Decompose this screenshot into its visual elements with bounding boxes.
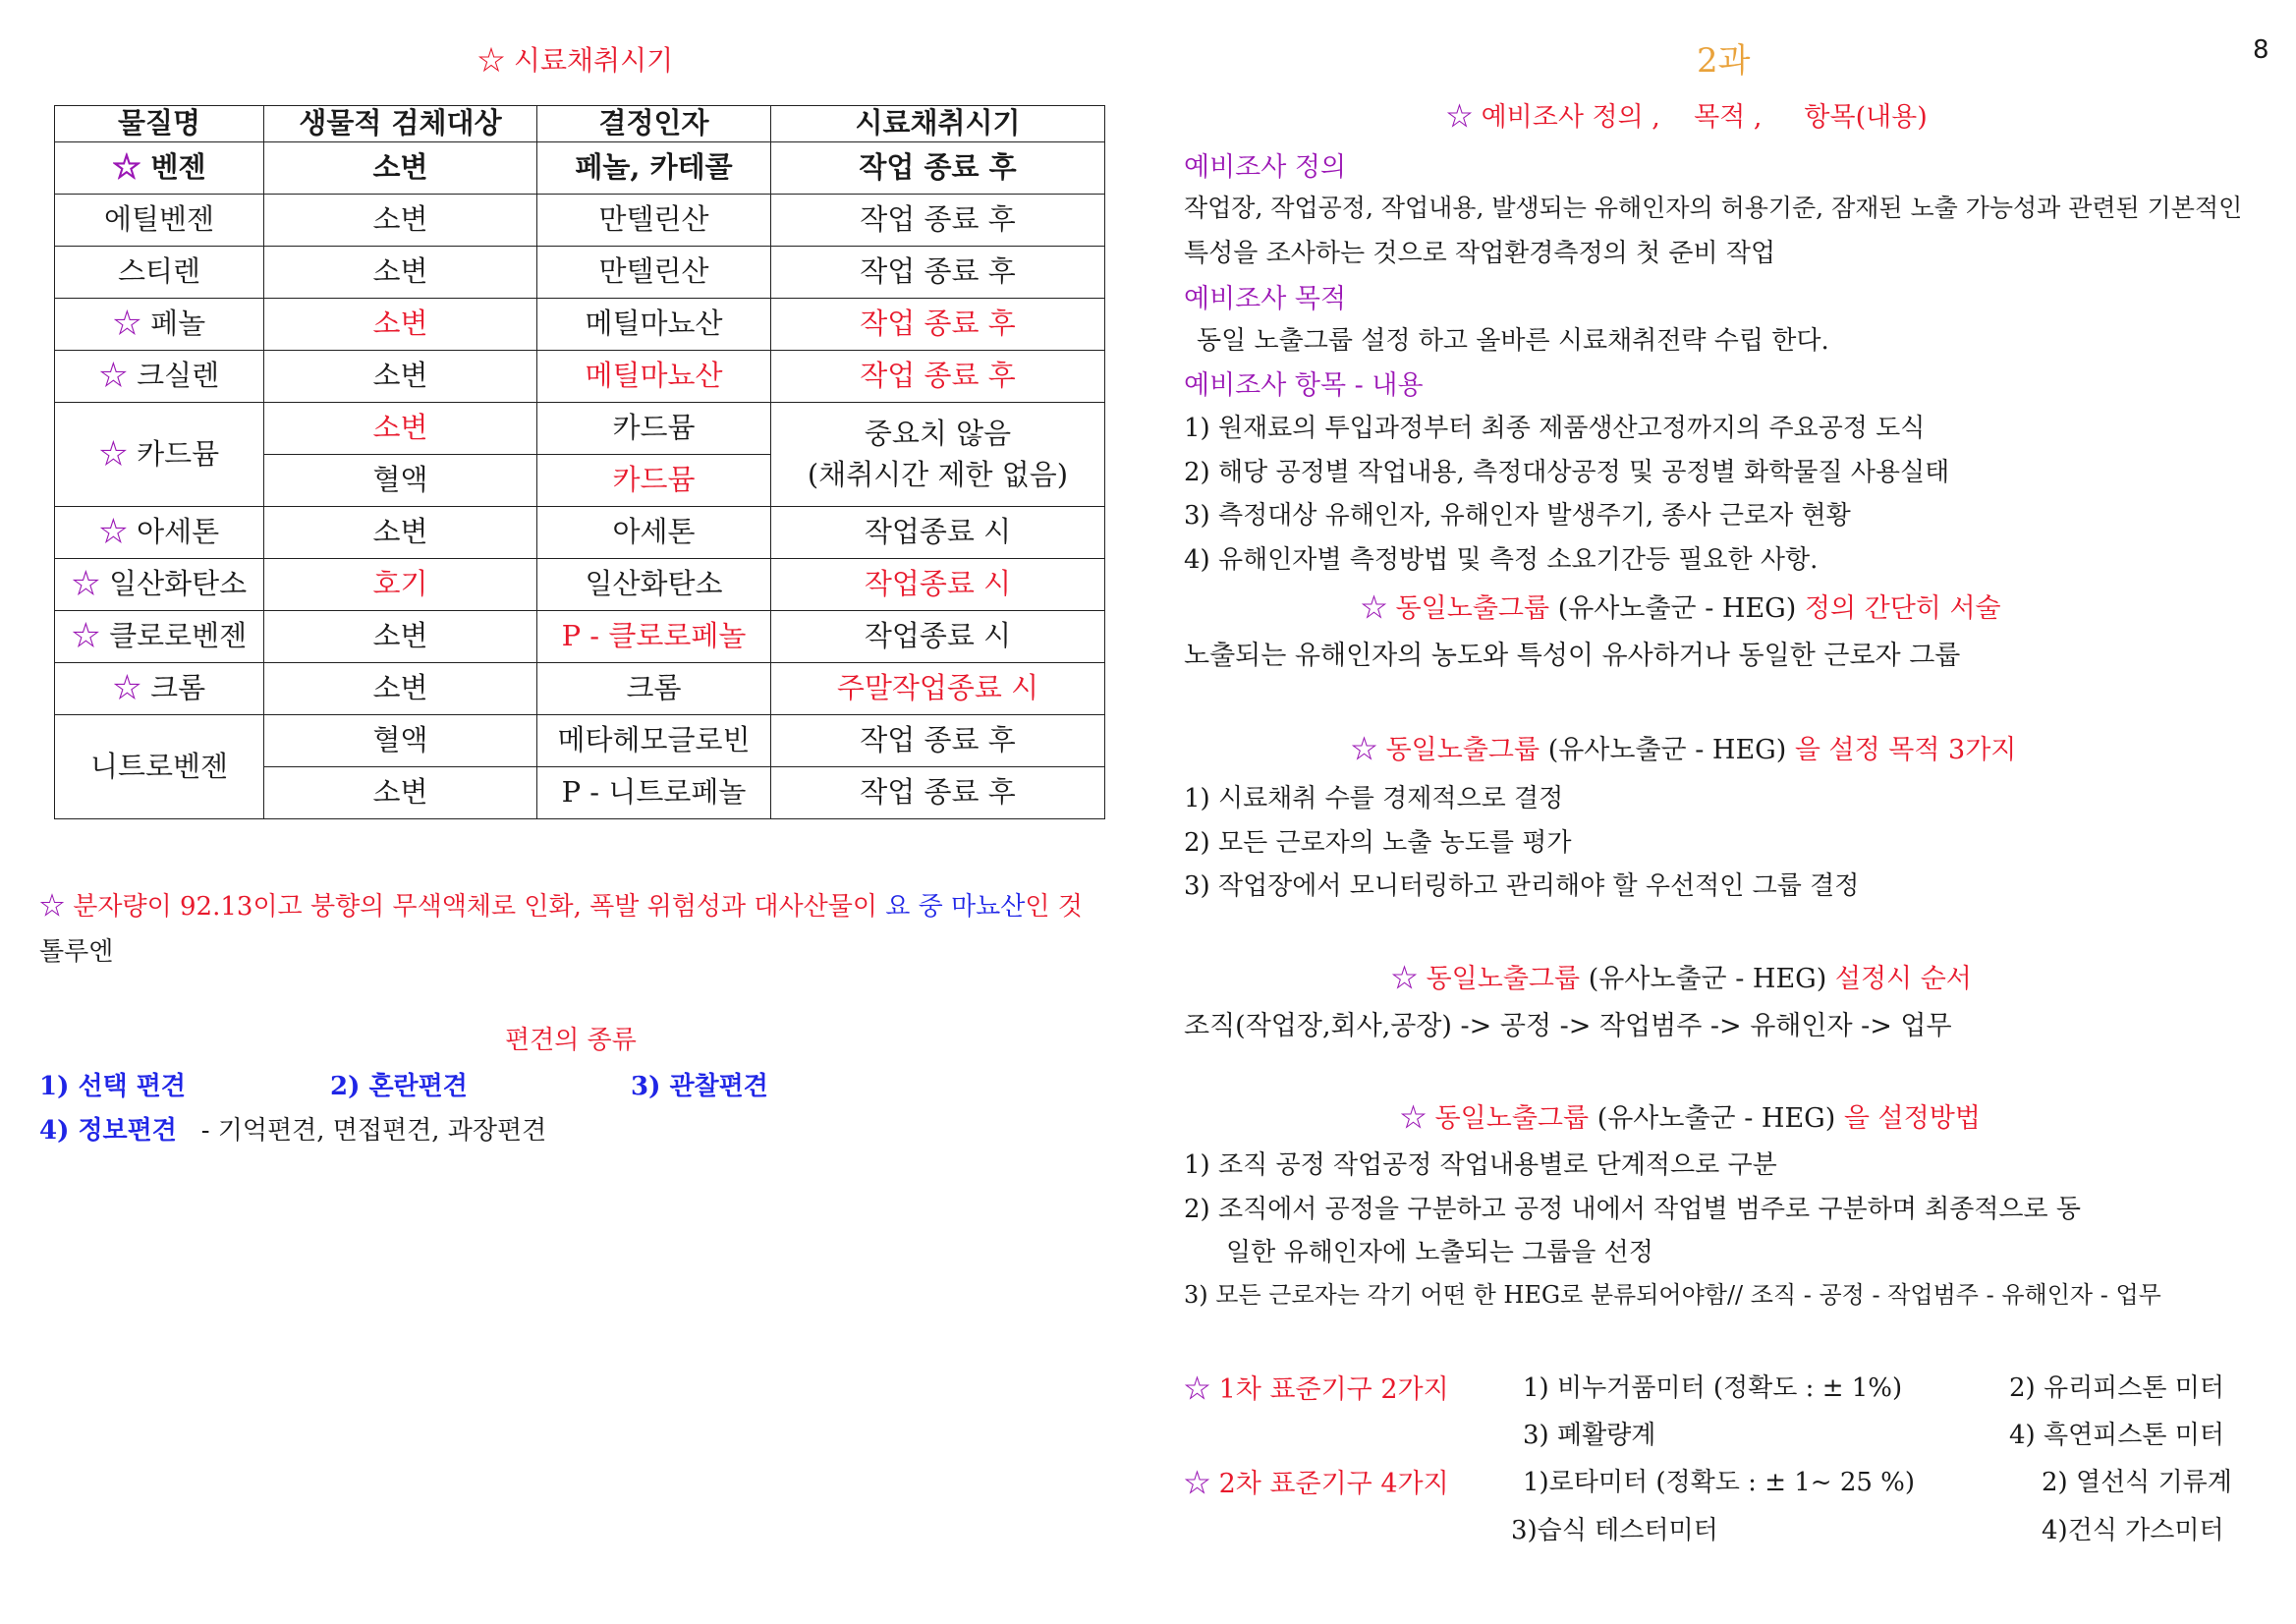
primary-standard-item: 2) 유리피스톤 미터: [2009, 1373, 2225, 1403]
secondary-standard-item: 3)습식 테스터미터: [1511, 1516, 1718, 1545]
sample-cell: 소변: [264, 247, 537, 299]
table-row: ☆ 벤젠 소변 페놀, 카테콜 작업 종료 후: [55, 142, 1105, 195]
bias-title: 편견의 종류: [505, 1026, 637, 1055]
primary-standard-item: 4) 흑연피스톤 미터: [2009, 1421, 2225, 1450]
col-header-sample: 생물적 검체대상: [264, 106, 537, 142]
secondary-standard-item: 1)로타미터 (정확도 : ± 1~ 25 %): [1523, 1468, 1916, 1497]
col-header-substance: 물질명: [55, 106, 264, 142]
bias-item-selection: 1) 선택 편견: [39, 1072, 186, 1101]
heg-method-item: 2) 조직에서 공정을 구분하고 공정 내에서 작업별 범주로 구분하며 최종적으로 동: [1184, 1195, 2082, 1224]
table-row: [55, 715, 1105, 767]
timing-cell: 작업 종료 후: [771, 299, 1105, 351]
timing-cell: 작업 종료 후: [771, 142, 1105, 195]
definition-label: 예비조사 정의: [1184, 152, 1347, 183]
sample-cell: 소변: [264, 663, 537, 715]
substance-name: 스티렌: [55, 247, 264, 299]
factor-cell: 일산화탄소: [537, 559, 771, 611]
heg-order-text: 조직(작업장,회사,공장) -> 공정 -> 작업범주 -> 유해인자 -> 업무: [1184, 1011, 1952, 1041]
heg-method-item: 1) 조직 공정 작업공정 작업내용별로 단계적으로 구분: [1184, 1150, 1777, 1180]
sample-cell: 소변: [264, 507, 537, 559]
substance-name: 크실렌: [137, 359, 220, 393]
factor-cell: 페놀, 카테콜: [537, 142, 771, 195]
bias-item-information: 4) 정보편견 - 기억편견, 면접편견, 과장편견: [39, 1116, 547, 1146]
timing-cell: 작업 종료 후: [771, 247, 1105, 299]
sample-cell: 소변: [264, 142, 537, 195]
table-row: ☆ 아세톤 소변 아세톤 작업종료 시: [55, 507, 1105, 559]
bias-item-observation: 3) 관찰편견: [631, 1072, 768, 1101]
factor-cell: 아세톤: [537, 507, 771, 559]
sample-cell: 소변: [264, 403, 537, 455]
heg-method-item: 일한 유해인자에 노출되는 그룹을 선정: [1226, 1238, 1653, 1267]
table-row: ☆ 클로로벤젠 소변 P - 클로로페놀 작업종료 시: [55, 611, 1105, 663]
heg-method-item: 3) 모든 근로자는 각기 어떤 한 HEG로 분류되어야함// 조직 - 공정 - 작업범주 - 유해인자 - 업무: [1184, 1281, 2161, 1309]
substance-name: 페놀: [150, 307, 206, 341]
survey-item: 2) 해당 공정별 작업내용, 측정대상공정 및 공정별 화학물질 사용실태: [1184, 458, 1950, 487]
heg-purpose-item: 2) 모든 근로자의 노출 농도를 평가: [1184, 828, 1572, 858]
secondary-standard-label: ☆ 2차 표준기구 4가지: [1184, 1469, 1449, 1499]
survey-item: 3) 측정대상 유해인자, 유해인자 발생주기, 종사 근로자 현황: [1184, 501, 1851, 531]
factor-cell: P - 니트로페놀: [537, 767, 771, 819]
table-header-row: [55, 106, 1105, 142]
heg-purpose-heading: ☆ 동일노출그룹 (유사노출군 - HEG) 을 설정 목적 3가지: [1351, 735, 2017, 765]
sample-cell: 호기: [264, 559, 537, 611]
purpose-label: 예비조사 목적: [1184, 284, 1347, 314]
survey-item: 1) 원재료의 투입과정부터 최종 제품생산고정까지의 주요공정 도식: [1184, 414, 1926, 443]
table-row: [55, 247, 1105, 299]
col-header-factor: 결정인자: [537, 106, 771, 142]
timing-cell: 주말작업종료 시: [771, 663, 1105, 715]
timing-cell: 작업종료 시: [771, 559, 1105, 611]
sample-cell: 혈액: [264, 715, 537, 767]
factor-cell: 카드뮴: [537, 455, 771, 507]
timing-cell: 작업 종료 후: [771, 195, 1105, 247]
substance-name: 크롬: [150, 671, 206, 705]
secondary-standard-item: 4)건식 가스미터: [2042, 1516, 2224, 1545]
table-row: ☆ 페놀 소변 메틸마뇨산 작업 종료 후: [55, 299, 1105, 351]
sample-cell: 소변: [264, 299, 537, 351]
toluene-question: ☆ 분자량이 92.13이고 붕향의 무색액체로 인화, 폭발 위험성과 대사산물이 요 중 마뇨산인 것: [39, 892, 1083, 922]
purpose-text: 동일 노출그룹 설정 하고 올바른 시료채취전략 수립 한다.: [1197, 326, 1829, 356]
factor-cell: 만텔린산: [537, 247, 771, 299]
heg-definition-heading: ☆ 동일노출그룹 (유사노출군 - HEG) 정의 간단히 서술: [1361, 593, 2001, 624]
table-row: ☆ 크실렌 소변 메틸마뇨산 작업 종료 후: [55, 351, 1105, 403]
substance-name: 아세톤: [137, 515, 220, 549]
chapter-title: 2과: [1697, 41, 1751, 81]
bias-item-confounding: 2) 혼란편견: [330, 1072, 468, 1101]
sample-cell: 소변: [264, 195, 537, 247]
timing-cell: 중요치 않음 (채취시간 제한 없음): [771, 403, 1105, 507]
timing-cell: 작업종료 시: [771, 611, 1105, 663]
timing-cell: 작업종료 시: [771, 507, 1105, 559]
table-row: ☆ 크롬 소변 크롬 주말작업종료 시: [55, 663, 1105, 715]
sample-cell: 혈액: [264, 455, 537, 507]
primary-standard-label: ☆ 1차 표준기구 2가지: [1184, 1374, 1449, 1405]
factor-cell: 메틸마뇨산: [537, 351, 771, 403]
sample-cell: 소변: [264, 351, 537, 403]
timing-cell: 작업 종료 후: [771, 715, 1105, 767]
pre-survey-heading: ☆ 예비조사 정의 , 목적 , 항목(내용): [1446, 102, 1928, 133]
heg-definition-text: 노출되는 유해인자의 농도와 특성이 유사하거나 동일한 근로자 그룹: [1184, 641, 1961, 671]
factor-cell: 메틸마뇨산: [537, 299, 771, 351]
table-row: [55, 195, 1105, 247]
definition-text-1: 작업장, 작업공정, 작업내용, 발생되는 유해인자의 허용기준, 잠재된 노출 가능성과 관련된 기본적인: [1184, 194, 2243, 222]
heg-purpose-item: 3) 작업장에서 모니터링하고 관리해야 할 우선적인 그룹 결정: [1184, 871, 1860, 901]
col-header-timing: 시료채취시기: [771, 106, 1105, 142]
survey-item: 4) 유해인자별 측정방법 및 측정 소요기간등 필요한 사항.: [1184, 545, 1819, 575]
factor-cell: 크롬: [537, 663, 771, 715]
items-label: 예비조사 항목 - 내용: [1184, 370, 1424, 401]
sample-cell: 소변: [264, 767, 537, 819]
substance-name: 클로로벤젠: [109, 619, 248, 653]
factor-cell: 메타헤모글로빈: [537, 715, 771, 767]
sample-cell: 소변: [264, 611, 537, 663]
factor-cell: 카드뮴: [537, 403, 771, 455]
primary-standard-item: 3) 폐활량계: [1523, 1421, 1656, 1450]
factor-cell: 만텔린산: [537, 195, 771, 247]
heg-order-heading: ☆ 동일노출그룹 (유사노출군 - HEG) 설정시 순서: [1391, 964, 1972, 994]
substance-name: 카드뮴: [137, 436, 220, 471]
secondary-standard-item: 2) 열선식 기류계: [2042, 1468, 2232, 1497]
sampling-time-title: ☆ 시료채취시기: [477, 44, 674, 77]
factor-cell: P - 클로로페놀: [537, 611, 771, 663]
substance-name: 벤젠: [150, 150, 206, 185]
timing-cell: 작업 종료 후: [771, 351, 1105, 403]
timing-cell: 작업 종료 후: [771, 767, 1105, 819]
definition-text-2: 특성을 조사하는 것으로 작업환경측정의 첫 준비 작업: [1184, 239, 1776, 268]
table-row: ☆ 일산화탄소 호기 일산화탄소 작업종료 시: [55, 559, 1105, 611]
substance-name: 에틸벤젠: [55, 195, 264, 247]
toluene-answer: 톨루엔: [39, 937, 114, 967]
biological-monitoring-table: [54, 105, 1105, 819]
substance-name: 일산화탄소: [109, 567, 248, 601]
primary-standard-item: 1) 비누거품미터 (정확도 : ± 1%): [1523, 1373, 1903, 1403]
page-number: 8: [2253, 35, 2269, 65]
table-row: ☆ 카드뮴 소변 카드뮴 중요치 않음 (채취시간 제한 없음): [55, 403, 1105, 455]
heg-purpose-item: 1) 시료채취 수를 경제적으로 결정: [1184, 784, 1564, 813]
heg-method-heading: ☆ 동일노출그룹 (유사노출군 - HEG) 을 설정방법: [1400, 1103, 1981, 1134]
substance-name: 니트로벤젠: [55, 715, 264, 819]
